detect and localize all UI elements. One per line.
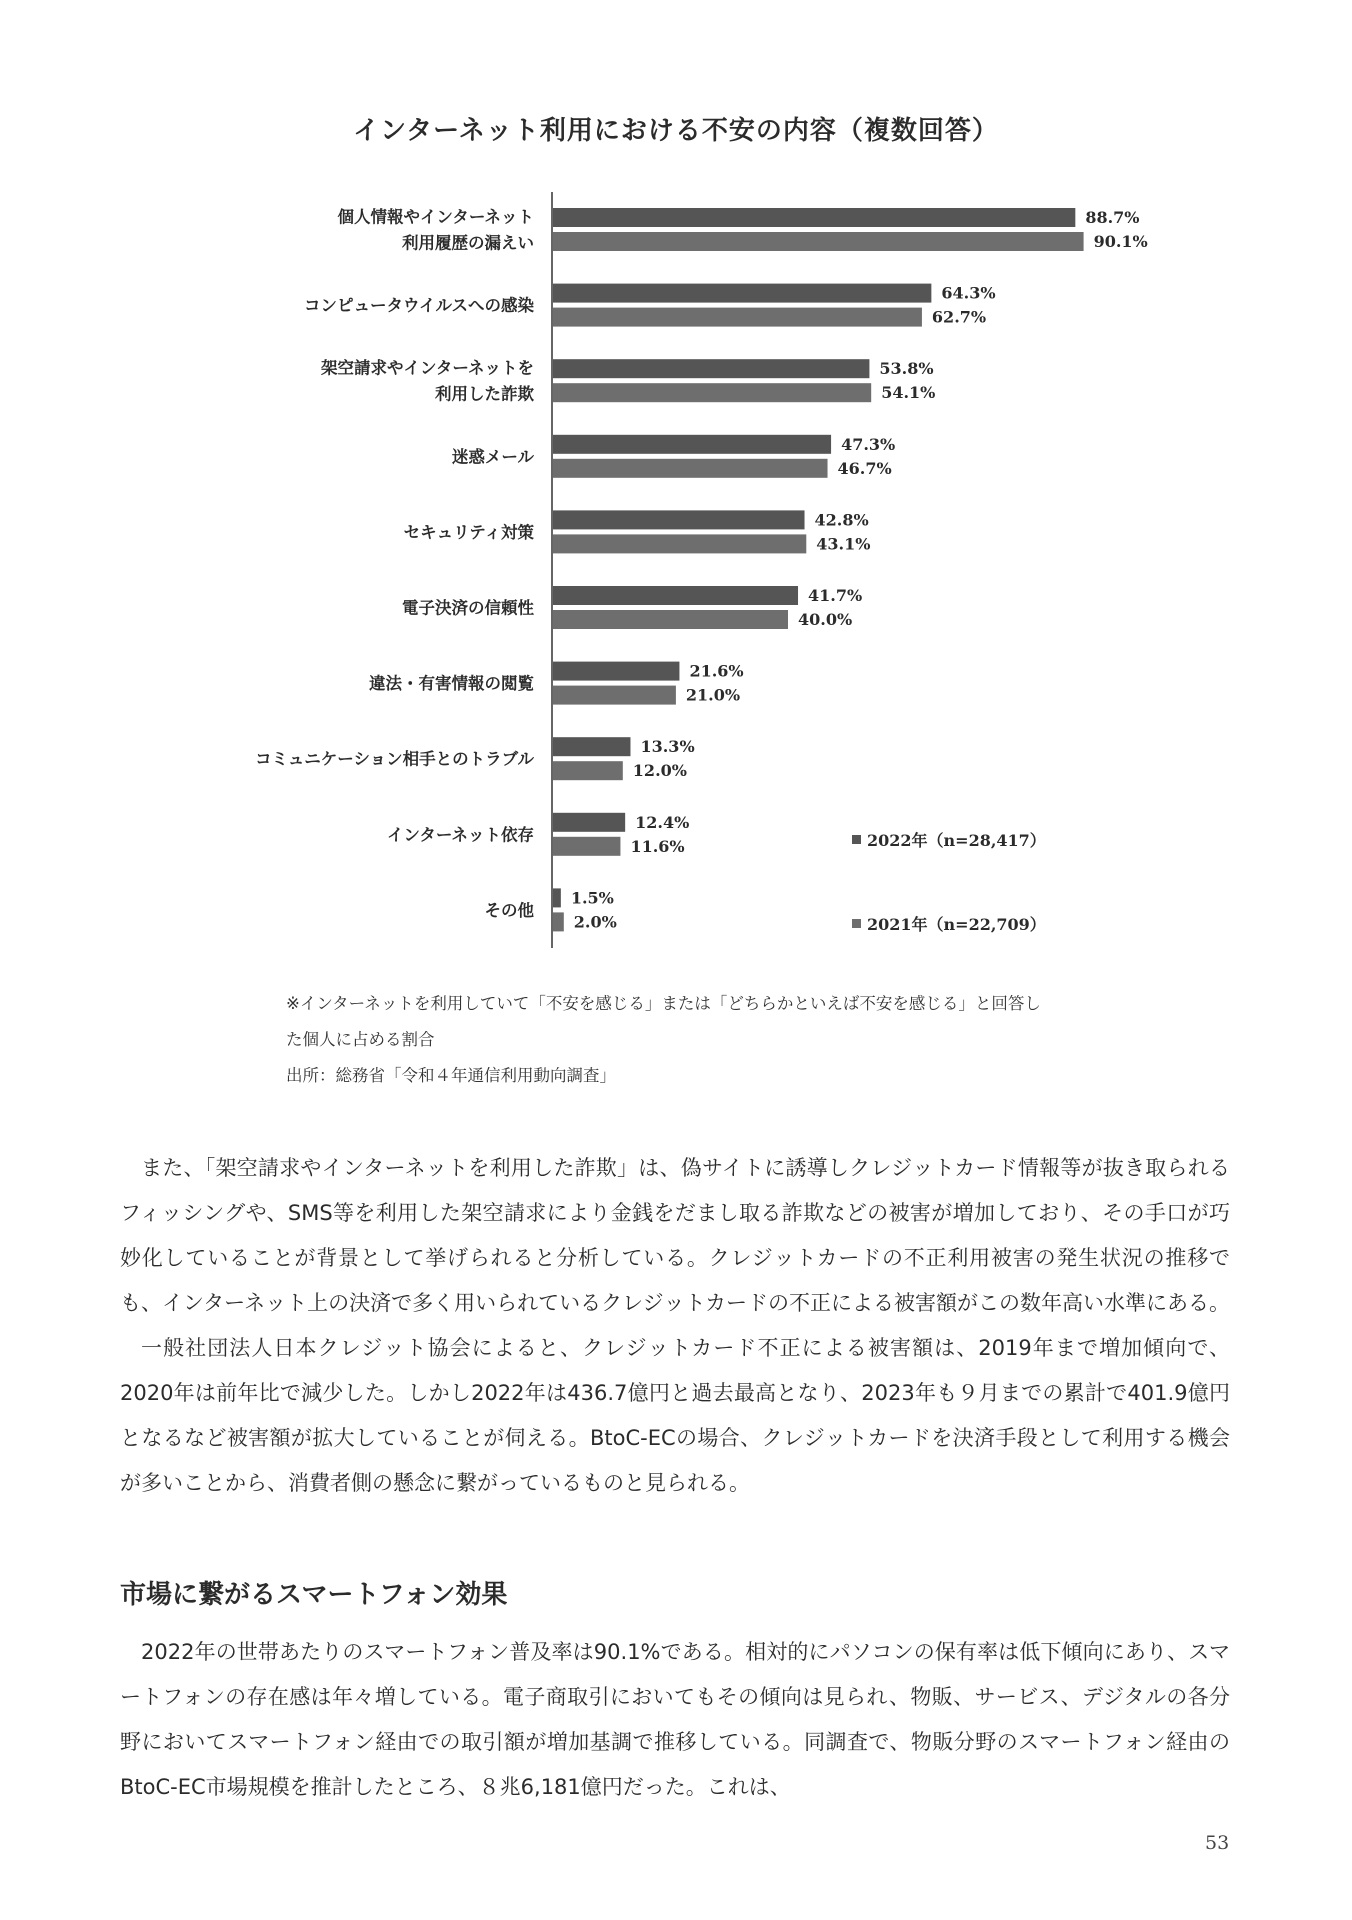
bar-2021 [552, 761, 623, 780]
bar-2021 [552, 686, 676, 705]
data-label: 11.6% [630, 836, 685, 856]
body-section-2 [120, 1630, 1230, 1810]
bar-2022 [552, 284, 931, 303]
paragraph: また、「架空請求やインターネットを利用した詐欺」は、偽サイトに誘導しクレジットカード情報等が抜き取られるフィッシングや、SMS等を利用した架空請求により金銭をだまし取る詐欺などの被害が増加しており、その手口が巧妙化していることが背景として挙げられると分析している。クレジットカードの不正利用被害の発生状況の推移でも、インターネット上の決済で多く用いられているクレジットカードの不正による被害額がこの数年高い水準にある。 [120, 1156, 1230, 1315]
bar-2022 [552, 586, 798, 605]
category-label: 違法・有害情報の閲覧 [369, 674, 534, 694]
legend-label: 2022年（n=28,417） [867, 831, 1046, 850]
bar-2021 [552, 383, 871, 402]
chart-title: インターネット利用における不安の内容（複数回答） [353, 116, 999, 146]
data-label: 12.0% [632, 761, 687, 781]
data-label: 64.3% [941, 283, 996, 303]
category-label: 利用履歴の漏えい [402, 233, 534, 253]
note-line: た個人に占める割合 [286, 1030, 435, 1049]
page-number: 53 [1205, 1832, 1230, 1854]
bar-2022 [552, 737, 630, 756]
data-label: 42.8% [814, 510, 869, 530]
bar-2021 [552, 837, 620, 856]
data-label: 21.0% [685, 685, 741, 705]
data-label: 53.8% [879, 359, 934, 379]
data-label: 88.7% [1085, 208, 1140, 227]
paragraph: 2022年の世帯あたりのスマートフォン普及率は90.1%である。相対的にパソコンの保有率は低下傾向にあり、スマートフォンの存在感は年々増している。電子商取引においてもその傾向は見られ、物販、サービス、デジタルの各分野においてスマートフォン経由での取引額が増加基調で推移している。同調査で、物販分野のスマートフォン経由のBtoC-EC市場規模を推計したところ、８兆6,181億円だった。これは、 [120, 1640, 1230, 1799]
legend-swatch [852, 919, 861, 928]
data-label: 62.7% [931, 307, 987, 327]
category-label: コンピュータウイルスへの感染 [303, 296, 534, 316]
bar-2022 [552, 359, 869, 378]
category-label: その他 [484, 900, 534, 920]
data-label: 21.6% [689, 661, 744, 681]
data-label: 46.7% [837, 458, 892, 478]
category-label: コミュニケーション相手とのトラブル [255, 749, 534, 769]
data-label: 40.0% [798, 610, 853, 629]
body-section-1 [120, 1146, 1230, 1506]
bar-2021 [552, 534, 806, 553]
bar-2021 [552, 610, 788, 629]
category-label: 個人情報やインターネット [337, 207, 534, 227]
data-label: 54.1% [881, 383, 936, 403]
bar-2022 [552, 435, 831, 454]
data-label: 47.3% [841, 434, 896, 454]
bar-2021 [552, 459, 828, 478]
data-label: 12.4% [635, 812, 690, 832]
category-label: 電子決済の信頼性 [402, 598, 534, 618]
bar-2022 [552, 510, 805, 529]
legend-label: 2021年（n=22,709） [867, 915, 1046, 934]
category-label: 架空請求やインターネットを [320, 358, 534, 378]
section-heading: 市場に繋がるスマートフォン効果 [120, 1580, 508, 1610]
chart-notes [286, 986, 1146, 1094]
category-label: 利用した詐欺 [435, 384, 534, 404]
data-label: 43.1% [816, 534, 871, 554]
bar-2021 [552, 232, 1084, 251]
bar-2022 [552, 208, 1075, 227]
note-line: ※インターネットを利用していて「不安を感じる」または「どちらかといえば不安を感じる」と回答し [286, 994, 1041, 1013]
bar-2022 [552, 813, 625, 832]
category-label: インターネット依存 [386, 825, 534, 845]
data-label: 1.5% [570, 888, 614, 908]
bar-2021 [552, 912, 564, 931]
bar-2022 [552, 662, 679, 681]
category-label: セキュリティ対策 [403, 522, 534, 542]
bar-2021 [552, 308, 922, 327]
paragraph: 一般社団法人日本クレジット協会によると、クレジットカード不正による被害額は、2019年まで増加傾向で、2020年は前年比で減少した。しかし2022年は436.7億円と過去最高となり、2023年も９月までの累計で401.9億円となるなど被害額が拡大していることが伺える。BtoC-ECの場合、クレジットカードを決済手段として利用する機会が多いことから、消費者側の懸念に繋がっているものと見られる。 [120, 1336, 1230, 1495]
source-line: 出所：総務省「令和４年通信利用動向調査」 [286, 1066, 616, 1085]
data-label: 41.7% [808, 586, 863, 605]
data-label: 13.3% [640, 737, 695, 757]
data-label: 2.0% [573, 912, 617, 932]
data-label: 90.1% [1093, 232, 1148, 251]
bar-2022 [552, 888, 561, 907]
category-label: 迷惑メール [451, 447, 534, 467]
legend-swatch [852, 835, 861, 844]
